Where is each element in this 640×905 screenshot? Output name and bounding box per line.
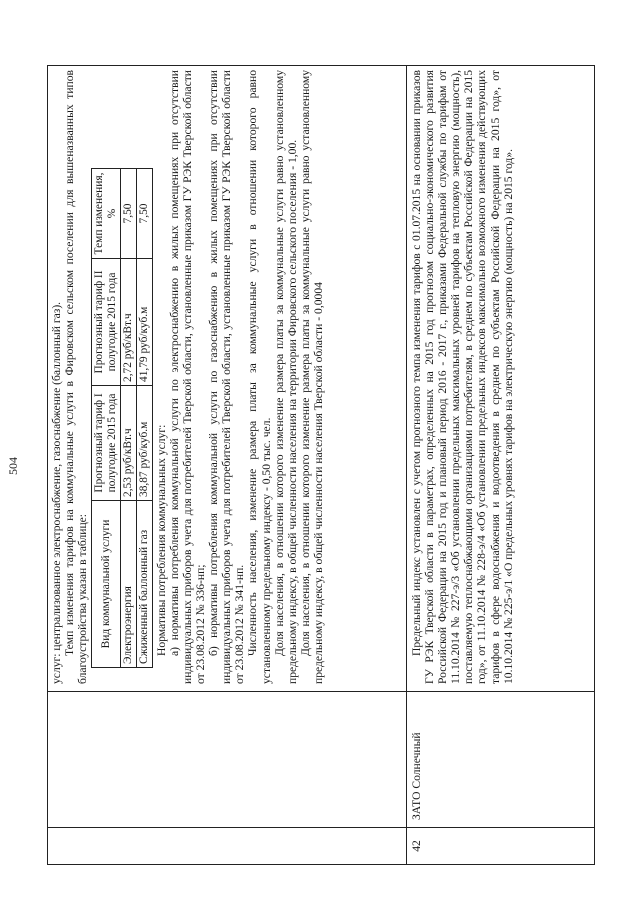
municipality-name: ЗАТО Солнечный	[410, 732, 423, 820]
column-divider	[48, 827, 594, 828]
index-explanation: Предельный индекс установлен с учетом прогнозного темпа изменения тарифов с 01.07.2015 на основании приказов ГУ РЭК Тверской области в параметрах, определенных на 2015 год прогнозом социально-экономического развития Российской Федерации на 2015 год и плановый период 2016 - 2017 г., приказами Федеральной службы по тарифам от 11.10.2014 № 227-э/3 «Об установлении предельных максимальных уровней тарифов на тепловую энергию (мощность), поставляемую теплоснабжающими организациями потребителям, в среднем по субъектам Российской Федерации на 2015 год», от 11.10.2014 № 228-э/4 «Об установлении предельных индексов максимально возможного изменения действующих тарифов в сфере водоснабжения и водоотведения в среднем по субъектам Российской Федерации на 2015 год», от 10.10.2014 № 225-э/1 «О предельных уровнях тарифов на электрическую энергию (мощность) на 2015 год».	[410, 70, 515, 684]
cell-service: Сжиженный баллонный газ	[136, 501, 152, 668]
row-prev-content	[50, 70, 325, 684]
cell-change-rate: 7,50	[136, 169, 152, 259]
tariff-intro: Темп изменения тарифов на коммунальные услуги в Фировском сельском поселении для вышеназванных типов благоустройства указан в таблице:	[63, 70, 90, 684]
header-service: Вид коммунальной услуги	[92, 501, 121, 668]
row-42-content	[410, 70, 515, 684]
column-divider	[48, 691, 594, 692]
services-line: услуг: централизованное электроснабжение, газоснабжение (баллонный газ).	[50, 301, 63, 684]
rotated-page	[5, 15, 625, 905]
cell-service: Электроэнергия	[121, 501, 137, 668]
norm-electricity: а) нормативы потребления коммунальной услуги по электроснабжению в жилых помещениях при отсутствии индивидуальных приборов учета для потребителей Тверской области, установленные приказом ГУ РЭК Тверской области от 23.08.2012 № 336-нп;	[167, 70, 208, 684]
header-tariff-h2: Прогнозный тариф II полугодие 2015 года	[92, 259, 121, 386]
header-tariff-h1: Прогнозный тариф I полугодие 2015 года	[92, 386, 121, 501]
row-number: 42	[410, 840, 423, 852]
document-table	[47, 65, 595, 865]
share-settlement-paragraph: Доля населения, в отношении которого изменение размера платы за коммунальные услуги равно установленному предельному индексу, в общей численности населения на территории Фировского сельского поселения - 1,00.	[272, 70, 299, 684]
cell-tariff-h2: 41,79 руб/куб.м	[136, 259, 152, 386]
tariff-table	[91, 168, 153, 668]
cell-tariff-h1: 2,53 руб/кВт.ч	[121, 386, 137, 501]
population-paragraph: Численность населения, изменение размера платы за коммунальные услуги в отношении которого равно установленному предельному индексу - 0,50 тыс. чел.	[246, 70, 273, 684]
cell-tariff-h2: 2,72 руб/кВт.ч	[121, 259, 137, 386]
table-row	[136, 169, 152, 668]
share-region-paragraph: Доля населения, в отношении которого изменение размера платы за коммунальные услуги равно установленному предельному индексу, в общей численности населения Тверской области - 0,0004	[298, 70, 325, 684]
norm-gas: б) нормативы потребления коммунальной услуги по газоснабжению в жилых помещениях при отсутствии индивидуальных приборов учета для потребителей Тверской области, установленные приказом ГУ РЭК Тверской области от 23.08.2012 № 341-нп.	[207, 70, 247, 684]
cell-change-rate: 7,50	[121, 169, 137, 259]
table-row	[121, 169, 137, 668]
page-number: 504	[6, 457, 20, 475]
header-change-rate: Темп изменения, %	[92, 169, 121, 259]
row-divider	[406, 66, 407, 864]
cell-tariff-h1: 38,87 руб/куб.м	[136, 386, 152, 501]
norms-title: Нормативы потребления коммунальных услуг:	[154, 424, 168, 656]
tariff-table-header	[92, 169, 121, 668]
